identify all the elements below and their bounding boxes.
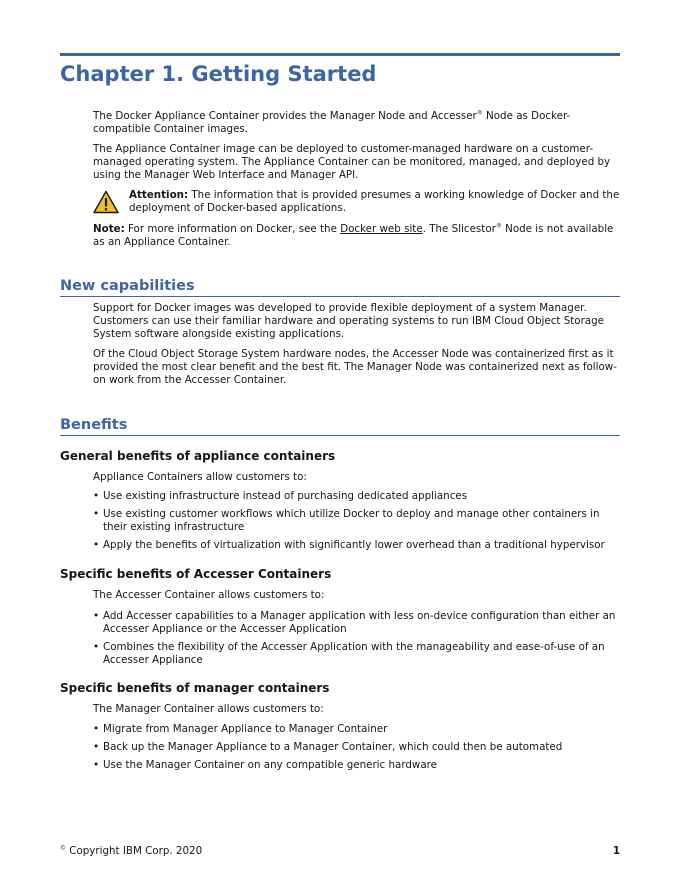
warning-triangle-icon: [93, 190, 119, 214]
new-capabilities-paragraph-2: Of the Cloud Object Storage System hardware nodes, the Accesser Node was containerized first as it provided the most clear benefit and the best fit. The Manager Node was containerized next as follow-on work from the Accesser Container.: [93, 348, 617, 386]
intro-paragraph-2: The Appliance Container image can be deployed to customer-managed hardware on a customer-managed operating system. The Appliance Container can be monitored, managed, and deployed by using the Manager Web Interface and Manager API.: [93, 143, 611, 181]
list-item: • Use existing infrastructure instead of purchasing dedicated appliances: [93, 490, 468, 502]
list-item: • Back up the Manager Appliance to a Manager Container, which could then be automated: [93, 741, 563, 753]
manager-benefits-lead: The Manager Container allows customers to:: [93, 703, 324, 715]
list-item: • Use existing customer workflows which utilize Docker to deploy and manage other containers in their existing infrastructure: [93, 508, 600, 533]
manager-benefits-list: [93, 723, 618, 772]
page-number: 1: [612, 845, 620, 857]
footer-copyright: © Copyright IBM Corp. 2020: [60, 844, 203, 857]
note-label: Note:: [93, 223, 125, 235]
list-item: • Add Accesser capabilities to a Manager application with less on-device configuration than either an Accesser Appliance or the Accesser Application: [93, 610, 616, 635]
attention-text: Attention: The information that is provided presumes a working knowledge of Docker and the deployment of Docker-based applications.: [129, 189, 620, 214]
docker-web-site-link[interactable]: Docker web site: [340, 223, 423, 235]
intro-paragraph-1: The Docker Appliance Container provides the Manager Node and Accesser® Node as Docker-compatible Container images.: [93, 109, 571, 135]
accesser-benefits-lead: The Accesser Container allows customers to:: [93, 589, 325, 601]
general-benefits-heading: General benefits of appliance containers: [60, 449, 336, 463]
list-item: • Combines the flexibility of the Accesser Application with the manageability and ease-of-use of an Accesser Appliance: [93, 641, 605, 666]
general-benefits-list: [93, 490, 618, 552]
top-rule: [60, 53, 620, 56]
accesser-benefits-heading: Specific benefits of Accesser Containers: [60, 567, 332, 581]
accesser-benefits-list: [93, 610, 618, 667]
general-benefits-lead: Appliance Containers allow customers to:: [93, 471, 307, 483]
note-paragraph: Note: For more information on Docker, see the Docker web site. The Slicestor® Node is not available as an Appliance Container.: [93, 222, 614, 248]
new-capabilities-paragraph-1: Support for Docker images was developed to provide flexible deployment of a system Manager. Customers can use their familiar hardware and operating systems to run IBM Cloud Object Storage System software alongside existing applications.: [93, 302, 604, 340]
manager-benefits-heading: Specific benefits of manager containers: [60, 681, 330, 695]
chapter-title: Chapter 1. Getting Started: [60, 62, 377, 86]
benefits-heading: Benefits: [60, 415, 620, 436]
list-item: • Use the Manager Container on any compatible generic hardware: [93, 759, 437, 771]
list-item: • Apply the benefits of virtualization with significantly lower overhead than a traditional hypervisor: [93, 539, 605, 551]
list-item: • Migrate from Manager Appliance to Manager Container: [93, 723, 388, 735]
new-capabilities-heading: New capabilities: [60, 276, 620, 297]
